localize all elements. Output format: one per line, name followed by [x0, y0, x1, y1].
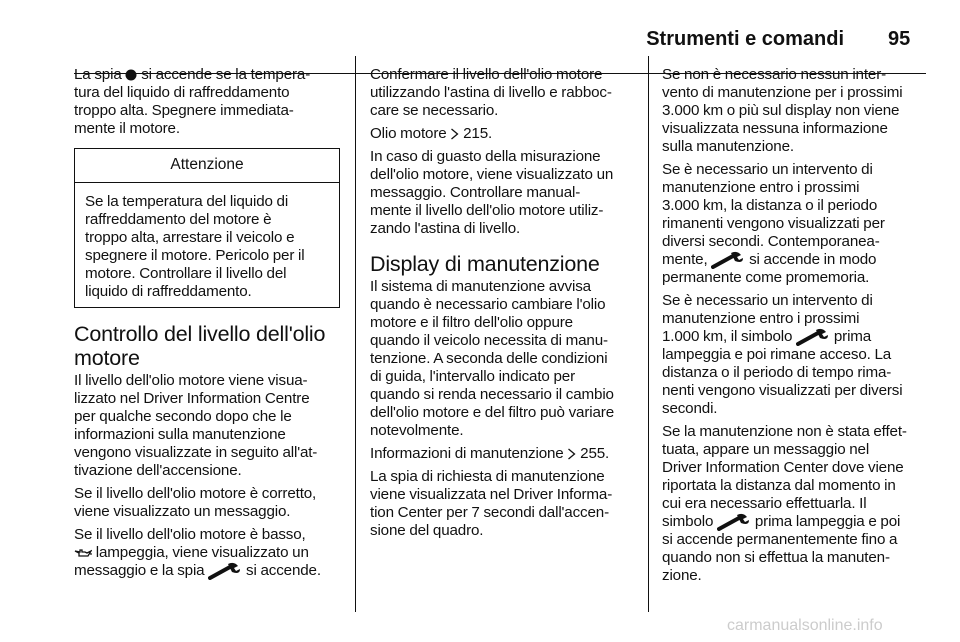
column-1 [74, 66, 340, 585]
warning-title: Attenzione [75, 149, 339, 183]
filled-circle-icon [125, 69, 137, 81]
warning-box [74, 148, 340, 308]
wrench-icon [717, 513, 751, 531]
column-divider-1 [355, 56, 356, 612]
watermark: carmanualsonline.info [727, 617, 883, 634]
section-title: Strumenti e comandi [646, 28, 844, 50]
section-heading: Controllo del livello dell'olio motore [74, 322, 326, 370]
paragraph: Se il livello dell'olio motore è basso, lampeggia, viene visualizzato un messaggio e la spia si accende. [74, 526, 321, 580]
paragraph: Se la manutenzione non è stata effet- tuata, appare un messaggio nel Driver Information Center dove viene riportata la distanza dal momento in cui era necessario effettuarla. Il simbolo prima lampeggia e poi si accende permanentemente fino a quando non si effettua la manuten- zione. [662, 423, 907, 585]
paragraph: Confermare il livello dell'olio motore utilizzando l'astina di livello e rabboc- care se necessario. [370, 66, 612, 119]
column-3 [662, 66, 930, 590]
paragraph: Se è necessario un intervento di manutenzione entro i prossimi 3.000 km, la distanza o il periodo rimanenti vengono visualizzati per diversi secondi. Contemporanea- mente, si accende in modo permanente come promemoria. [662, 161, 885, 287]
page-reference: Olio motore 215. [370, 125, 493, 142]
paragraph: Se è necessario un intervento di manutenzione entro i prossimi 1.000 km, il simbolo prima lampeggia e poi rimane acceso. La distanza o il periodo di tempo rima- nenti vengono visualizzati per diversi secondi. [662, 292, 903, 418]
column-2 [370, 66, 635, 545]
wrench-icon [208, 562, 242, 580]
warning-text: Se la temperatura del liquido di raffreddamento del motore è troppo alta, arrestare il veicolo e spegnere il motore. Pericolo per il motore. Controllare il livello del liquido di raffreddamento. [85, 193, 305, 300]
section-heading: Display di manutenzione [370, 252, 600, 276]
wrench-icon [711, 251, 745, 269]
paragraph: In caso di guasto della misurazione dell'olio motore, viene visualizzato un messaggio. Controllare manual- mente il livello dell'olio motore utiliz- zando l'astina di livello. [370, 148, 614, 237]
page-header [0, 24, 960, 54]
paragraph: Il sistema di manutenzione avvisa quando è necessario cambiare l'olio motore e il filtro dell'olio oppure quando il veicolo necessita di manu- tenzione. A seconda delle condizioni di guida, l'intervallo indicato per quando si renda necessario il cambio dell'olio motore e del filtro può variare notevolmente. [370, 278, 614, 439]
paragraph: La spia di richiesta di manutenzione viene visualizzata nel Driver Informa- tion Center per 7 secondi dall'accen- sione del quadro. [370, 468, 613, 539]
paragraph: Se non è necessario nessun inter- vento di manutenzione per i prossimi 3.000 km o più sul display non viene visualizzata nessuna informazione sulla manutenzione. [662, 66, 903, 155]
page-number: 95 [888, 28, 911, 50]
page-reference: Informazioni di manutenzione 255. [370, 445, 610, 462]
paragraph: Se il livello dell'olio motore è corretto, viene visualizzato un messaggio. [74, 485, 317, 520]
page-reference-arrow-icon [450, 128, 459, 140]
wrench-icon [796, 328, 830, 346]
page-reference-arrow-icon [567, 448, 576, 460]
paragraph: Il livello dell'olio motore viene visua- lizzato nel Driver Information Centre per qualche secondo dopo che le informazioni sulla manutenzione vengono visualizzate in seguito all'at- tivazione dell'accensione. [74, 372, 318, 479]
column-divider-2 [648, 56, 649, 612]
oil-can-icon [74, 548, 92, 558]
paragraph: La spia si accende se la tempera- tura del liquido di raffreddamento troppo alta. Spegnere immediata- mente il motore. [74, 66, 311, 137]
